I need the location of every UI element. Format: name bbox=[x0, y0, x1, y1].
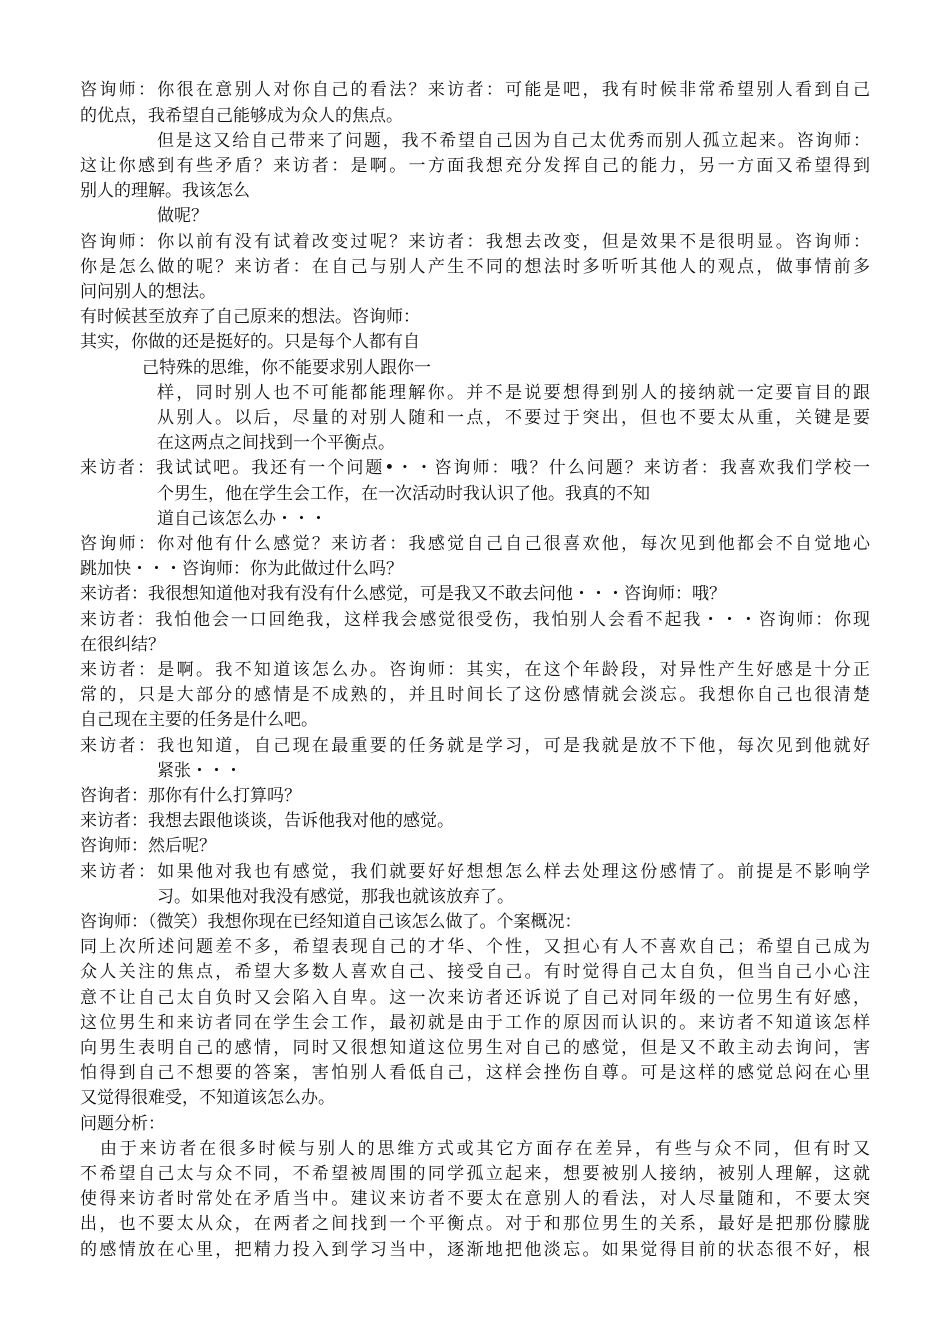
text-line: 这让你感到有些矛盾？来访者：是啊。一方面我想充分发挥自己的能力，另一方面又希望得到 bbox=[80, 156, 870, 176]
text-line: 意不让自己太自负时又会陷入自卑。这一次来访者还诉说了自己对同年级的一位男生有好感， bbox=[80, 988, 870, 1008]
text-line: 样，同时别人也不可能都能理解你。并不是说要想得到别人的接纳就一定要盲目的跟 bbox=[157, 383, 870, 403]
text-line: 怕得到自己不想要的答案，害怕别人看低自己，这样会挫伤自尊。可是这样的感觉总闷在心里 bbox=[80, 1063, 870, 1083]
text-line: 做呢？ bbox=[157, 206, 208, 226]
text-line: 又觉得很难受，不知道该怎么办。 bbox=[80, 1088, 335, 1108]
text-line: 出，也不要太从众，在两者之间找到一个平衡点。对于和那位男生的关系，最好是把那份朦胧 bbox=[80, 1214, 870, 1234]
text-line: 己特殊的思维，你不能要求别人跟你一 bbox=[142, 358, 431, 378]
text-line: 这位男生和来访者同在学生会工作，最初就是由于工作的原因而认识的。来访者不知道该怎样 bbox=[80, 1013, 870, 1033]
text-line: 来访者：我怕他会一口回绝我，这样我会感觉很受伤，我怕别人会看不起我・・・咨询师：你现 bbox=[80, 610, 870, 630]
text-line: 来访者：我想去跟他谈谈，告诉他我对他的感觉。 bbox=[80, 811, 454, 831]
text-line: 习。如果他对我没有感觉，那我也就该放弃了。 bbox=[157, 887, 514, 907]
text-line: 咨询师：你很在意别人对你自己的看法？来访者：可能是吧，我有时候非常希望别人看到自己 bbox=[80, 80, 870, 100]
text-line: 自己现在主要的任务是什么吧。 bbox=[80, 710, 318, 730]
text-line: 在很纠结？ bbox=[80, 635, 165, 655]
text-line: 咨询师：你对他有什么感觉？来访者：我感觉自己自己很喜欢他，每次见到他都会不自觉地心 bbox=[80, 534, 870, 554]
text-line: 咨询师：然后呢？ bbox=[80, 836, 216, 856]
text-line: 不希望自己太与众不同，不希望被周围的同学孤立起来，想要被别人接纳，被别人理解，这就 bbox=[80, 1164, 870, 1184]
text-line: 咨询者：那你有什么打算吗？ bbox=[80, 786, 301, 806]
text-line: 来访者：我试试吧。我还有一个问题•・・咨询师：哦？什么问题？来访者：我喜欢我们学校一 bbox=[80, 458, 870, 478]
text-line: 向男生表明自己的感情，同时又很想知道这位男生对自己的感觉，但是又不敢主动去询问，害 bbox=[80, 1038, 870, 1058]
text-line: 众人关注的焦点，希望大多数人喜欢自己、接受自己。有时觉得自己太自负，但当自己小心注 bbox=[80, 962, 870, 982]
text-line: 你是怎么做的呢？来访者：在自己与别人产生不同的想法时多听听其他人的观点，做事情前多 bbox=[80, 257, 870, 277]
text-line: 紧张・・・ bbox=[157, 761, 242, 781]
text-line: 道自己该怎么办・・・ bbox=[157, 509, 327, 529]
text-line: 来访者：我也知道，自己现在最重要的任务就是学习，可是我就是放不下他，每次见到他就好 bbox=[80, 736, 870, 756]
text-line: 在这两点之间找到一个平衡点。 bbox=[157, 433, 395, 453]
text-line: 别人的理解。我该怎么 bbox=[80, 181, 250, 201]
text-line: 跳加快・・・咨询师：你为此做过什么吗？ bbox=[80, 559, 403, 579]
text-line: 来访者：我很想知道他对我有没有什么感觉，可是我又不敢去问他・・・咨询师：哦？ bbox=[80, 584, 726, 604]
text-line: 的感情放在心里，把精力投入到学习当中，逐渐地把他淡忘。如果觉得目前的状态很不好，根 bbox=[80, 1240, 870, 1260]
text-line: 但是这又给自己带来了问题，我不希望自己因为自己太优秀而别人孤立起来。咨询师： bbox=[157, 131, 870, 151]
text-line: 问问别人的想法。 bbox=[80, 282, 216, 302]
text-line: 常的，只是大部分的感情是不成熟的，并且时间长了这份感情就会淡忘。我想你自己也很清楚 bbox=[80, 685, 870, 705]
text-line: 其实，你做的还是挺好的。只是每个人都有自 bbox=[80, 332, 420, 352]
text-line: 咨询师：（微笑）我想你现在已经知道自己该怎么做了。个案概况： bbox=[80, 912, 582, 932]
text-line: 来访者：是啊。我不知道该怎么办。咨询师：其实，在这个年龄段，对异性产生好感是十分正 bbox=[80, 660, 870, 680]
text-line: 使得来访者时常处在矛盾当中。建议来访者不要太在意别人的看法，对人尽量随和，不要太突 bbox=[80, 1189, 870, 1209]
text-line: 咨询师：你以前有没有试着改变过呢？来访者：我想去改变，但是效果不是很明显。咨询师： bbox=[80, 232, 870, 252]
section-heading: 问题分析： bbox=[80, 1114, 165, 1134]
text-line: 的优点，我希望自己能够成为众人的焦点。 bbox=[80, 106, 403, 126]
text-line: 由于来访者在很多时候与别人的思维方式或其它方面存在差异，有些与众不同，但有时又 bbox=[100, 1139, 870, 1159]
text-line: 同上次所述问题差不多，希望表现自己的才华、个性，又担心有人不喜欢自己；希望自己成为 bbox=[80, 937, 870, 957]
text-line: 有时候甚至放弃了自己原来的想法。咨询师： bbox=[80, 307, 420, 327]
text-line: 从别人。以后，尽量的对别人随和一点，不要过于突出，但也不要太从重，关键是要 bbox=[157, 408, 870, 428]
text-line: 来访者：如果他对我也有感觉，我们就要好好想想怎么样去处理这份感情了。前提是不影响学 bbox=[80, 862, 870, 882]
text-line: 个男生，他在学生会工作，在一次活动时我认识了他。我真的不知 bbox=[157, 484, 650, 504]
